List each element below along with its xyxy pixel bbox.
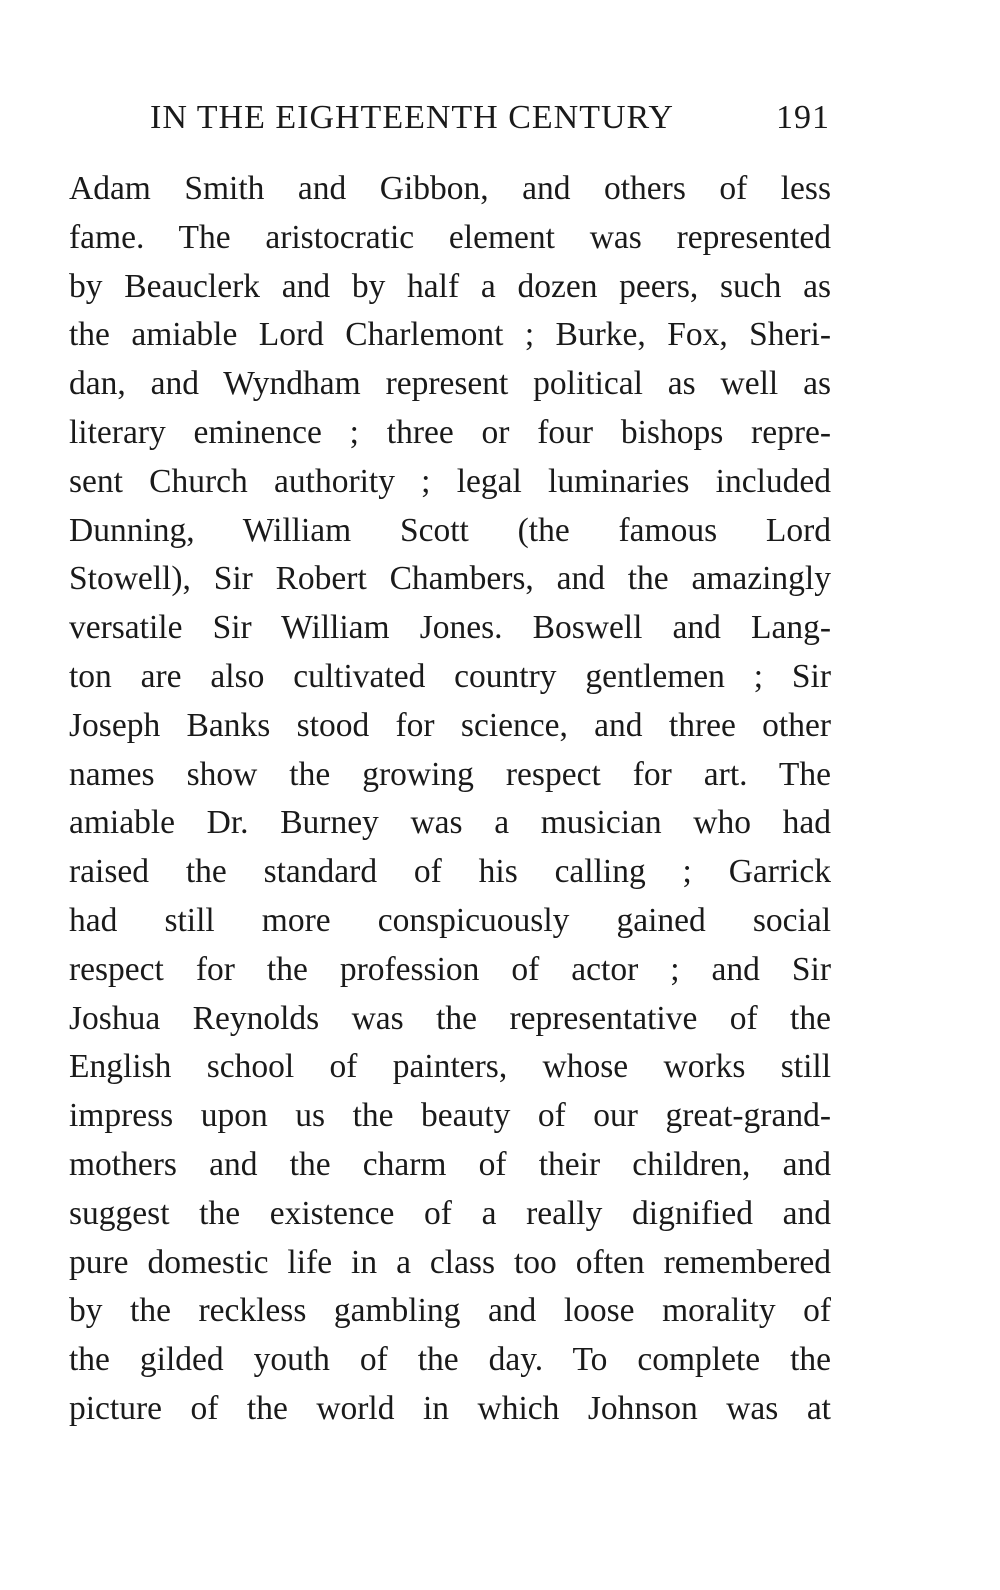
text-line: picture of the world in which Johnson was at <box>69 1389 831 1427</box>
text-line: mothers and the charm of their children, and <box>69 1145 831 1183</box>
text-line: Adam Smith and Gibbon, and others of less <box>69 170 831 207</box>
page-number: 191 <box>776 99 830 136</box>
text-line: names show the growing respect for art. The <box>69 755 831 793</box>
text-line: versatile Sir William Jones. Boswell and Lang- <box>69 609 831 647</box>
text-line: ton are also cultivated country gentlemen ; Sir <box>69 657 831 695</box>
text-line: Dunning, William Scott (the famous Lord <box>69 511 831 549</box>
text-line: Stowell), Sir Robert Chambers, and the amazingly <box>69 560 831 598</box>
text-line: pure domestic life in a class too often remembered <box>69 1243 831 1281</box>
text-line: amiable Dr. Burney was a musician who had <box>69 804 831 842</box>
text-line: Joseph Banks stood for science, and three other <box>69 706 831 744</box>
text-line: dan, and Wyndham represent political as well as <box>69 365 831 403</box>
text-line: by the reckless gambling and loose morality of <box>69 1292 831 1330</box>
body-text <box>69 165 831 1434</box>
text-line: literary eminence ; three or four bishops repre- <box>69 413 831 451</box>
text-line: the amiable Lord Charlemont ; Burke, Fox, Sheri- <box>69 316 831 354</box>
text-line: raised the standard of his calling ; Garrick <box>69 853 831 891</box>
text-line: impress upon us the beauty of our great-grand- <box>69 1097 831 1135</box>
text-line: fame. The aristocratic element was represented <box>69 218 831 256</box>
running-head <box>150 96 830 140</box>
text-line: respect for the profession of actor ; and Sir <box>69 950 831 988</box>
text-line: Joshua Reynolds was the representative of the <box>69 999 831 1037</box>
text-line: English school of painters, whose works still <box>69 1048 831 1086</box>
running-head-title: IN THE EIGHTEENTH CENTURY <box>150 99 674 136</box>
text-line: the gilded youth of the day. To complete the <box>69 1341 831 1379</box>
text-line: suggest the existence of a really dignified and <box>69 1194 831 1232</box>
text-line: had still more conspicuously gained social <box>69 901 831 939</box>
text-line: by Beauclerk and by half a dozen peers, such as <box>69 267 831 305</box>
text-line: sent Church authority ; legal luminaries included <box>69 462 831 500</box>
